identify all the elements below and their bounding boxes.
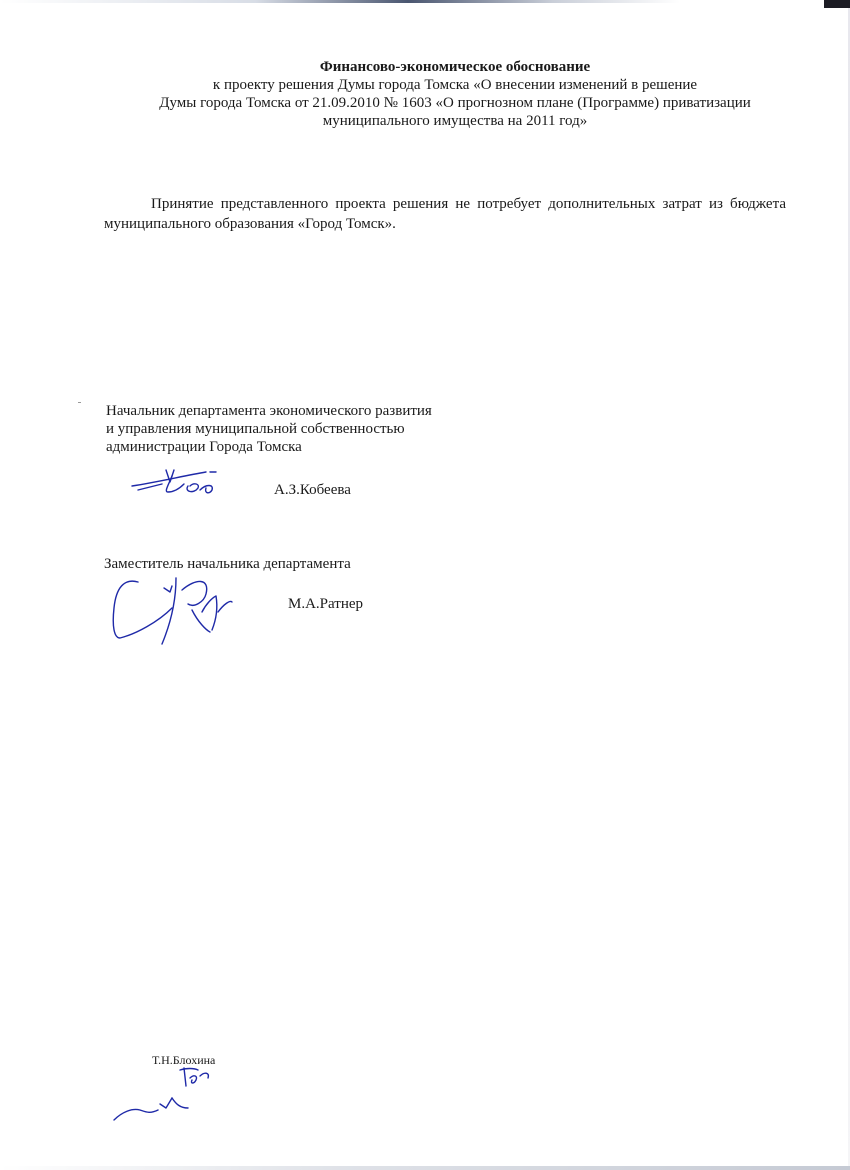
signatory-2-position: Заместитель начальника департамента — [104, 556, 351, 572]
signature-2-mark — [106, 568, 246, 648]
executor-signature-mark — [110, 1064, 220, 1124]
signatory-1-position-line-1: Начальник департамента экономического развития — [106, 403, 432, 419]
margin-mark — [78, 402, 81, 403]
signature-1-mark — [128, 462, 238, 502]
body-paragraph: Принятие представленного проекта решения не потребует дополнительных затрат из бюджета муниципального образования «Город Томск». — [104, 196, 786, 232]
document-header — [60, 58, 850, 130]
scan-edge-corner — [824, 0, 850, 8]
header-line-3: муниципального имущества на 2011 год» — [322, 113, 588, 129]
signatory-1-name: А.З.Кобеева — [274, 482, 351, 498]
scan-edge-top — [0, 0, 850, 3]
header-line-1: к проекту решения Думы города Томска «О внесении изменений в решение — [212, 77, 698, 93]
signatory-1-position-line-3: администрации Города Томска — [106, 439, 302, 455]
executor-name: Т.Н.Блохина — [152, 1053, 216, 1067]
scan-edge-bottom — [0, 1166, 850, 1170]
document-title: Финансово-экономическое обоснование — [319, 59, 591, 75]
signatory-1-position-line-2: и управления муниципальной собственностью — [106, 421, 405, 437]
signatory-2-name: М.А.Ратнер — [288, 596, 364, 612]
signatory-1-position — [106, 402, 432, 456]
header-line-2: Думы города Томска от 21.09.2010 № 1603 «О прогнозном плане (Программе) приватизации — [159, 95, 751, 111]
